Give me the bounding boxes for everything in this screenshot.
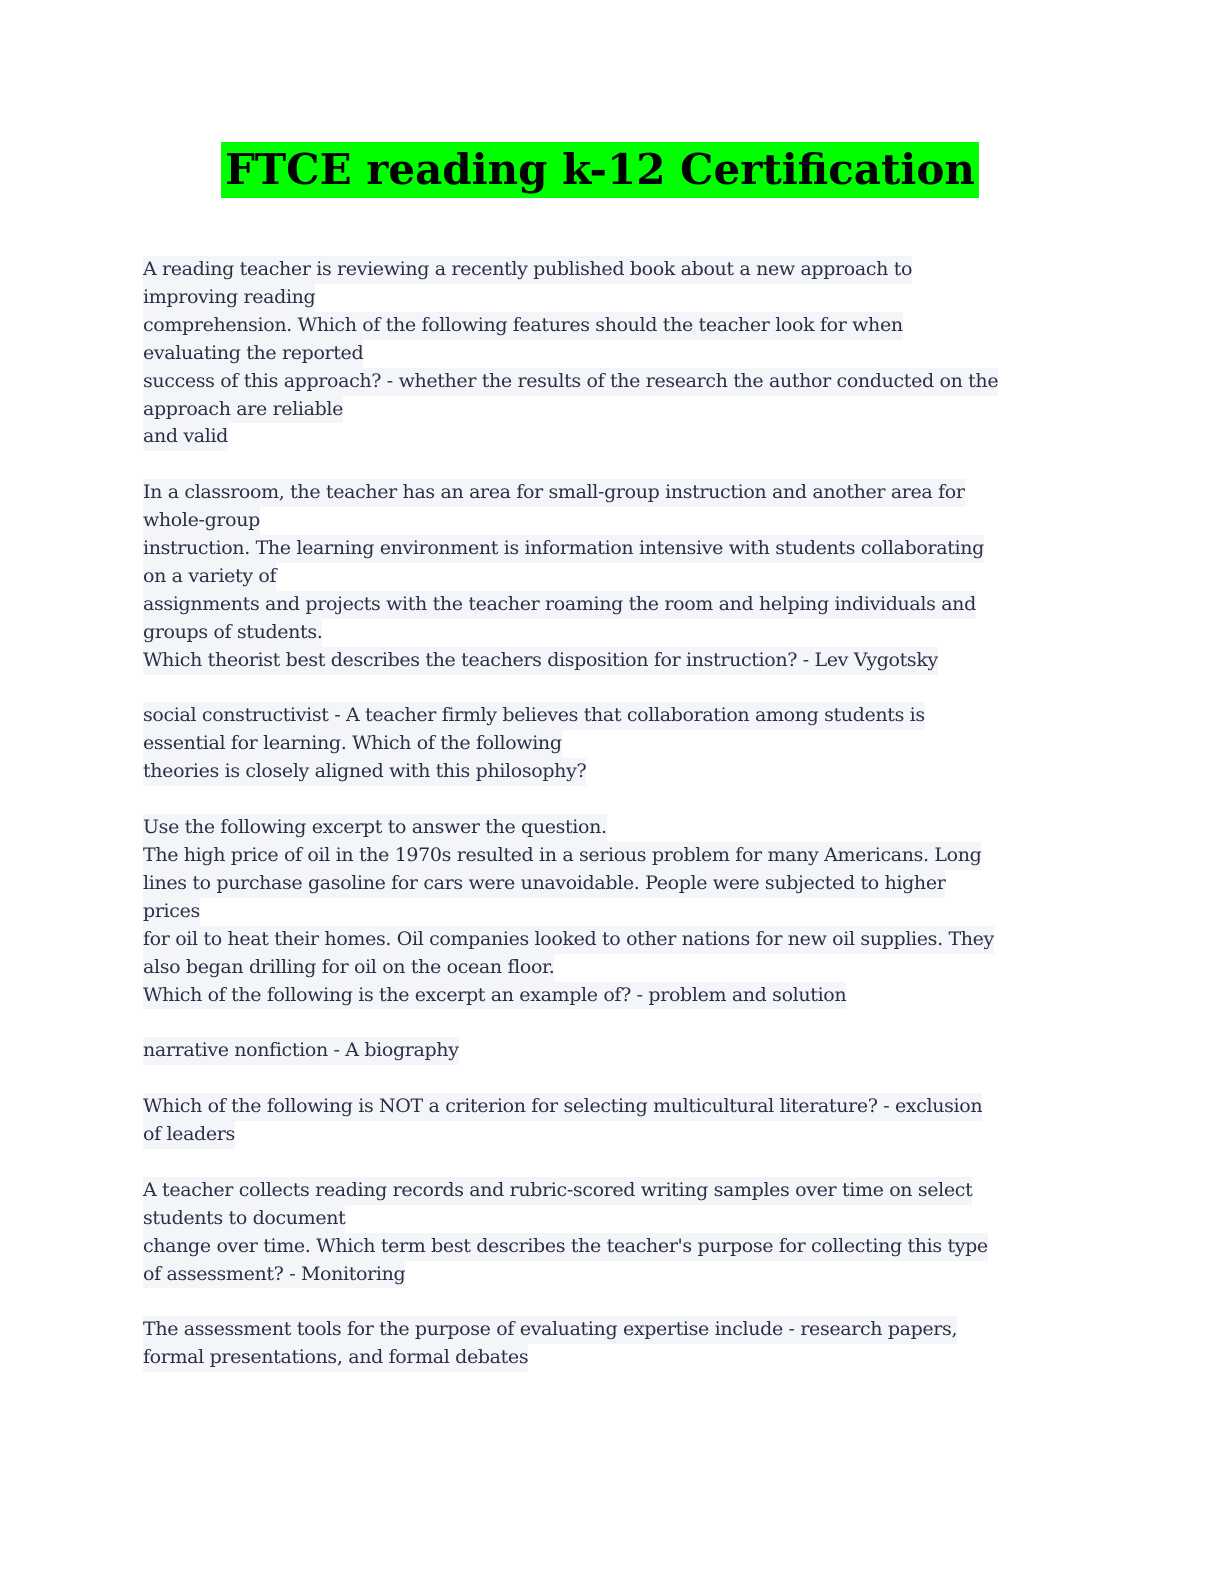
text-line: Which theorist best describes the teachers disposition for instruction? - Lev Vygotsky (143, 647, 938, 675)
text-line: social constructivist - A teacher firmly believes that collaboration among students is (143, 702, 925, 730)
qa-block (143, 1093, 1083, 1149)
document-body (143, 256, 1083, 1400)
text-line: essential for learning. Which of the following (143, 730, 562, 758)
text-line: lines to purchase gasoline for cars were unavoidable. People were subjected to higher (143, 870, 945, 898)
text-line: instruction. The learning environment is information intensive with students collaborating (143, 535, 984, 563)
text-line: narrative nonfiction - A biography (143, 1037, 459, 1065)
qa-block (143, 702, 1083, 786)
text-line: change over time. Which term best describes the teacher's purpose for collecting this type (143, 1233, 988, 1261)
text-line: comprehension. Which of the following features should the teacher look for when (143, 312, 903, 340)
text-line: approach are reliable (143, 396, 343, 424)
text-line: evaluating the reported (143, 340, 363, 368)
text-line: Use the following excerpt to answer the question. (143, 814, 607, 842)
qa-block (143, 814, 1083, 1009)
text-line: of leaders (143, 1121, 235, 1149)
qa-block (143, 1316, 1083, 1372)
text-line: and valid (143, 423, 228, 451)
text-line: A teacher collects reading records and rubric-scored writing samples over time on select (143, 1177, 972, 1205)
qa-block (143, 1037, 1083, 1065)
document-title: FTCE reading k-12 Certification (221, 142, 979, 198)
text-line: Which of the following is NOT a criterion for selecting multicultural literature? - exclusion (143, 1093, 982, 1121)
text-line: success of this approach? - whether the results of the research the author conducted on the (143, 368, 998, 396)
text-line: on a variety of (143, 563, 276, 591)
qa-block (143, 256, 1083, 451)
text-line: groups of students. (143, 619, 322, 647)
text-line: The assessment tools for the purpose of evaluating expertise include - research papers, (143, 1316, 957, 1344)
text-line: whole-group (143, 507, 260, 535)
title-container (0, 142, 1212, 198)
qa-block (143, 1177, 1083, 1289)
text-line: assignments and projects with the teacher roaming the room and helping individuals and (143, 591, 976, 619)
text-line: Which of the following is the excerpt an example of? - problem and solution (143, 982, 846, 1010)
qa-block (143, 479, 1083, 674)
text-line: prices (143, 898, 200, 926)
text-line: of assessment? - Monitoring (143, 1261, 405, 1289)
text-line: for oil to heat their homes. Oil companies looked to other nations for new oil supplies. They (143, 926, 994, 954)
text-line: improving reading (143, 284, 315, 312)
text-line: formal presentations, and formal debates (143, 1344, 528, 1372)
text-line: A reading teacher is reviewing a recently published book about a new approach to (143, 256, 912, 284)
text-line: theories is closely aligned with this philosophy? (143, 758, 586, 786)
text-line: students to document (143, 1205, 345, 1233)
text-line: also began drilling for oil on the ocean floor. (143, 954, 554, 982)
text-line: The high price of oil in the 1970s resulted in a serious problem for many Americans. Long (143, 842, 981, 870)
text-line: In a classroom, the teacher has an area for small-group instruction and another area for (143, 479, 965, 507)
